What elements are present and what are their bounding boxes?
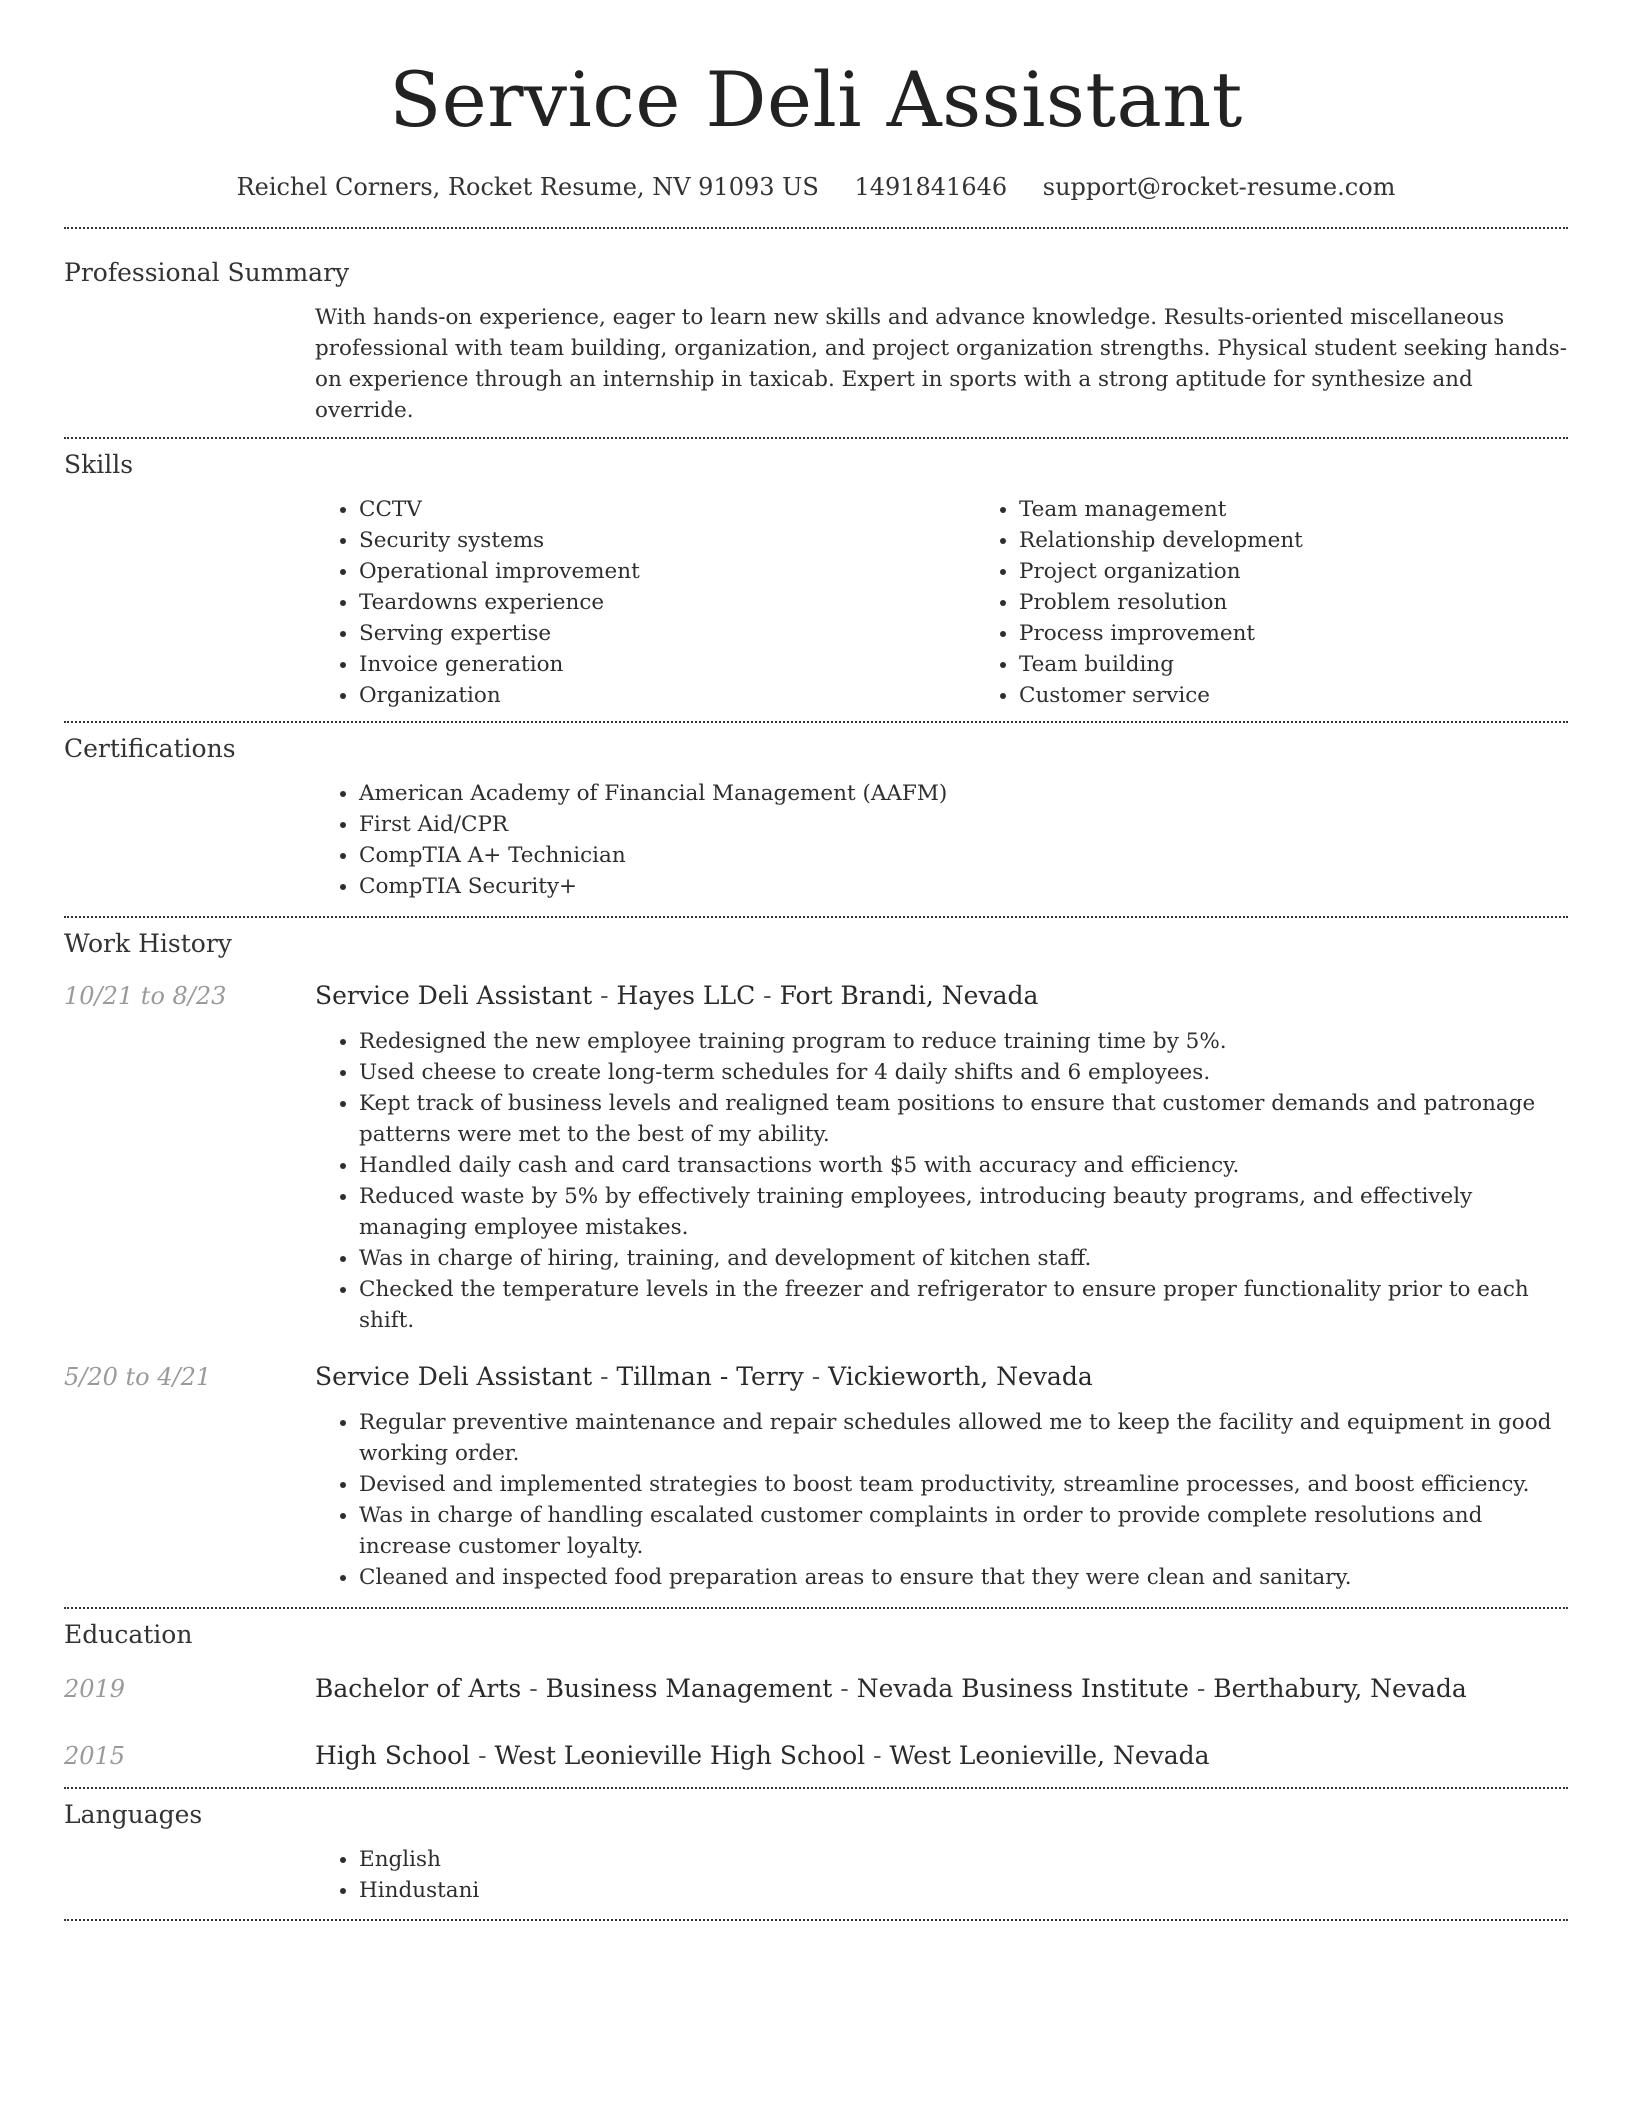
education-location: West Leonieville, Nevada [889, 1741, 1210, 1770]
skill-item: • Invoice generation [359, 649, 975, 680]
languages-list [315, 1844, 1568, 1906]
skills-heading: Skills [64, 450, 134, 479]
job-location: Vickieworth, Nevada [828, 1362, 1093, 1391]
skills-list-right [975, 494, 1632, 711]
job-company: Tillman - Terry [616, 1362, 804, 1391]
job-bullets [315, 1026, 1568, 1336]
divider [64, 916, 1568, 918]
summary-text: With hands-on experience, eager to learn new skills and advance knowledge. Results-oriented miscellaneous professional with team building, organization, and project organization strengths. Physical student seeking hands-on experience through an internship in taxicab. Expert in sports with a strong aptitude for synthesize and override. [315, 305, 1567, 423]
skill-item: • Project organization [1019, 556, 1632, 587]
job-bullet: • Regular preventive maintenance and repair schedules allowed me to keep the facility and equipment in good working order. [359, 1407, 1568, 1469]
education-degree: Bachelor of Arts [315, 1674, 522, 1703]
divider [64, 437, 1568, 439]
job-bullet: • Reduced waste by 5% by effectively training employees, introducing beauty programs, and effectively managing employee mistakes. [359, 1181, 1568, 1243]
divider [64, 1787, 1568, 1789]
certification-item: • CompTIA A+ Technician [359, 840, 1568, 871]
job-title: Service Deli Assistant [315, 981, 593, 1010]
contact-email: support@rocket-resume.com [1042, 173, 1396, 201]
education-field: Business Management [545, 1674, 833, 1703]
certifications-heading: Certifications [64, 734, 236, 763]
contact-address: Reichel Corners, Rocket Resume, NV 91093 US [236, 173, 819, 201]
divider [64, 1607, 1568, 1609]
skill-item: • CCTV [359, 494, 975, 525]
skill-item: • Serving expertise [359, 618, 975, 649]
education-school: Nevada Business Institute [856, 1674, 1189, 1703]
skills-row [64, 494, 1568, 711]
job-title: Service Deli Assistant [315, 1362, 593, 1391]
job-bullet: • Kept track of business levels and realigned team positions to ensure that customer demands and patronage patterns were met to the best of my ability. [359, 1088, 1568, 1150]
education-degree: High School [315, 1741, 471, 1770]
skill-item: • Customer service [1019, 680, 1632, 711]
skill-item: • Relationship development [1019, 525, 1632, 556]
job-heading: Service Deli Assistant - Hayes LLC - Fort Brandi, Nevada [315, 981, 1039, 1010]
certifications-left [64, 778, 315, 902]
certification-item: • American Academy of Financial Management (AAFM) [359, 778, 1568, 809]
certification-item: • CompTIA Security+ [359, 871, 1568, 902]
languages-content [315, 1844, 1568, 1906]
education-year: 2015 [64, 1742, 126, 1770]
education-location: Berthabury, Nevada [1213, 1674, 1467, 1703]
languages-row [64, 1844, 1568, 1906]
skill-item: • Team management [1019, 494, 1632, 525]
job-entry [64, 979, 1568, 1336]
language-item: • Hindustani [359, 1875, 1568, 1906]
job-bullet: • Was in charge of handling escalated customer complaints in order to provide complete resolutions and increase customer loyalty. [359, 1500, 1568, 1562]
job-bullet: • Handled daily cash and card transactions worth $5 with accuracy and efficiency. [359, 1150, 1568, 1181]
education-details: High School - West Leonieville High School - West Leonieville, Nevada [315, 1741, 1210, 1770]
job-dates: 5/20 to 4/21 [64, 1363, 212, 1391]
skill-item: • Process improvement [1019, 618, 1632, 649]
resume-page [64, 0, 1568, 1921]
skill-item: • Operational improvement [359, 556, 975, 587]
job-bullet: • Used cheese to create long-term schedules for 4 daily shifts and 6 employees. [359, 1057, 1568, 1088]
summary-row [64, 302, 1568, 426]
education-details: Bachelor of Arts - Business Management - Nevada Business Institute - Berthabury, Nevada [315, 1674, 1467, 1703]
skills-left [64, 494, 315, 711]
job-entry [64, 1360, 1568, 1593]
education-heading: Education [64, 1620, 193, 1649]
divider [64, 227, 1568, 229]
certification-item: • First Aid/CPR [359, 809, 1568, 840]
summary-heading: Professional Summary [64, 258, 350, 287]
job-location: Fort Brandi, Nevada [779, 981, 1039, 1010]
contact-phone: 1491841646 [854, 173, 1008, 201]
divider [64, 1919, 1568, 1921]
education-entry [64, 1739, 1568, 1773]
skill-item: • Teardowns experience [359, 587, 975, 618]
education-year: 2019 [64, 1675, 126, 1703]
languages-left [64, 1844, 315, 1906]
job-bullet: • Redesigned the new employee training program to reduce training time by 5%. [359, 1026, 1568, 1057]
certifications-list [315, 778, 1568, 902]
job-bullet: • Checked the temperature levels in the freezer and refrigerator to ensure proper functionality prior to each shift. [359, 1274, 1568, 1336]
language-item: • English [359, 1844, 1568, 1875]
summary-left [64, 302, 315, 426]
skill-item: • Security systems [359, 525, 975, 556]
languages-heading: Languages [64, 1800, 203, 1829]
job-bullet: • Was in charge of hiring, training, and development of kitchen staff. [359, 1243, 1568, 1274]
job-bullet: • Devised and implemented strategies to boost team productivity, streamline processes, and boost efficiency. [359, 1469, 1568, 1500]
job-content [315, 979, 1568, 1336]
certifications-row [64, 778, 1568, 902]
resume-name: Service Deli Assistant [389, 55, 1243, 144]
divider [64, 721, 1568, 723]
skills-list-left [315, 494, 975, 711]
contact-line [64, 170, 1568, 204]
job-bullets [315, 1407, 1568, 1593]
education-entry [64, 1672, 1568, 1706]
skills-grid [315, 494, 1632, 711]
certifications-content [315, 778, 1568, 902]
job-heading: Service Deli Assistant - Tillman - Terry - Vickieworth, Nevada [315, 1362, 1093, 1391]
job-bullet: • Cleaned and inspected food preparation areas to ensure that they were clean and sanitary. [359, 1562, 1568, 1593]
job-dates: 10/21 to 8/23 [64, 982, 227, 1010]
skill-item: • Problem resolution [1019, 587, 1632, 618]
job-content [315, 1360, 1568, 1593]
skill-item: • Organization [359, 680, 975, 711]
job-company: Hayes LLC [616, 981, 756, 1010]
education-school: West Leonieville High School [494, 1741, 866, 1770]
work-heading: Work History [64, 929, 232, 958]
skill-item: • Team building [1019, 649, 1632, 680]
